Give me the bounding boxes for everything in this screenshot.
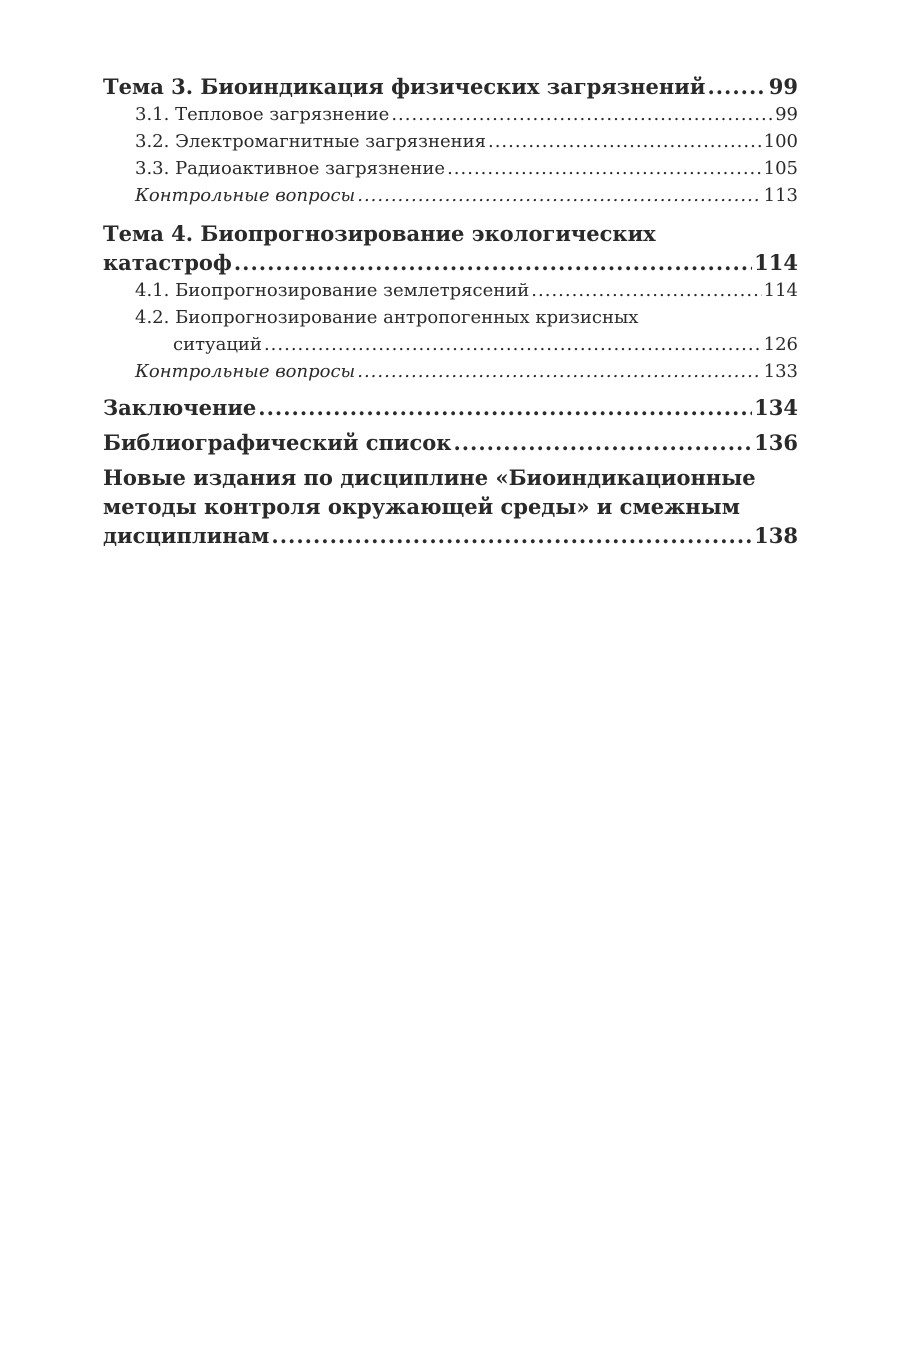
toc-new-editions[interactable] [103, 463, 798, 550]
toc-new-editions-line1: Новые издания по дисциплине «Биоиндикационные [103, 465, 756, 490]
toc-topic-3[interactable] [103, 72, 798, 101]
leader-dots [488, 128, 762, 155]
toc-new-editions-line2: методы контроля окружающей среды» и смежным [103, 494, 740, 519]
leader-dots [707, 72, 766, 101]
toc-item-page: 99 [775, 104, 798, 125]
toc-item-page: 105 [763, 158, 798, 179]
toc-topic-4-page: 114 [754, 250, 798, 275]
toc-item-page: 100 [763, 131, 798, 152]
toc-bibliography-page: 136 [754, 430, 798, 455]
toc-item-page: 133 [763, 361, 798, 382]
table-of-contents [103, 72, 798, 550]
leader-dots [234, 248, 752, 277]
toc-questions-4[interactable] [103, 358, 798, 385]
toc-item-label: 3.3. Радиоактивное загрязнение [135, 158, 446, 179]
toc-item-page: 113 [763, 185, 798, 206]
toc-item-4-2[interactable] [103, 304, 798, 358]
toc-bibliography[interactable] [103, 428, 798, 457]
toc-item-3-2[interactable] [103, 128, 798, 155]
toc-item-label-line1: 4.2. Биопрогнозирование антропогенных кризисных [135, 307, 639, 328]
toc-item-label: 3.1. Тепловое загрязнение [135, 104, 390, 125]
leader-dots [531, 277, 761, 304]
leader-dots [271, 521, 752, 550]
toc-item-label: Контрольные вопросы [135, 361, 356, 382]
leader-dots [447, 155, 762, 182]
toc-item-label: 3.2. Электромагнитные загрязнения [135, 131, 486, 152]
spacer [103, 209, 798, 219]
toc-item-page: 114 [763, 280, 798, 301]
toc-questions-3[interactable] [103, 182, 798, 209]
toc-item-label: Контрольные вопросы [135, 185, 356, 206]
toc-topic-3-title: Тема 3. Биоиндикация физических загрязнений [103, 74, 706, 99]
toc-item-4-1[interactable] [103, 277, 798, 304]
leader-dots [453, 428, 752, 457]
toc-topic-4[interactable] [103, 219, 798, 277]
toc-new-editions-page: 138 [754, 523, 798, 548]
toc-bibliography-label: Библиографический список [103, 430, 452, 455]
toc-item-page: 126 [763, 334, 798, 355]
spacer [103, 385, 798, 393]
toc-conclusion[interactable] [103, 393, 798, 422]
toc-item-label-line2: ситуаций [173, 334, 262, 355]
leader-dots [264, 331, 762, 358]
toc-topic-3-page: 99 [768, 74, 798, 99]
leader-dots [258, 393, 752, 422]
toc-topic-4-title-line1: Тема 4. Биопрогнозирование экологических [103, 221, 656, 246]
toc-item-label: 4.1. Биопрогнозирование землетрясений [135, 280, 530, 301]
toc-new-editions-line3: дисциплинам [103, 523, 270, 548]
toc-conclusion-label: Заключение [103, 395, 257, 420]
leader-dots [357, 182, 761, 209]
leader-dots [391, 101, 773, 128]
toc-item-3-3[interactable] [103, 155, 798, 182]
leader-dots [357, 358, 761, 385]
toc-conclusion-page: 134 [754, 395, 798, 420]
toc-item-3-1[interactable] [103, 101, 798, 128]
toc-topic-4-title-line2: катастроф [103, 250, 232, 275]
